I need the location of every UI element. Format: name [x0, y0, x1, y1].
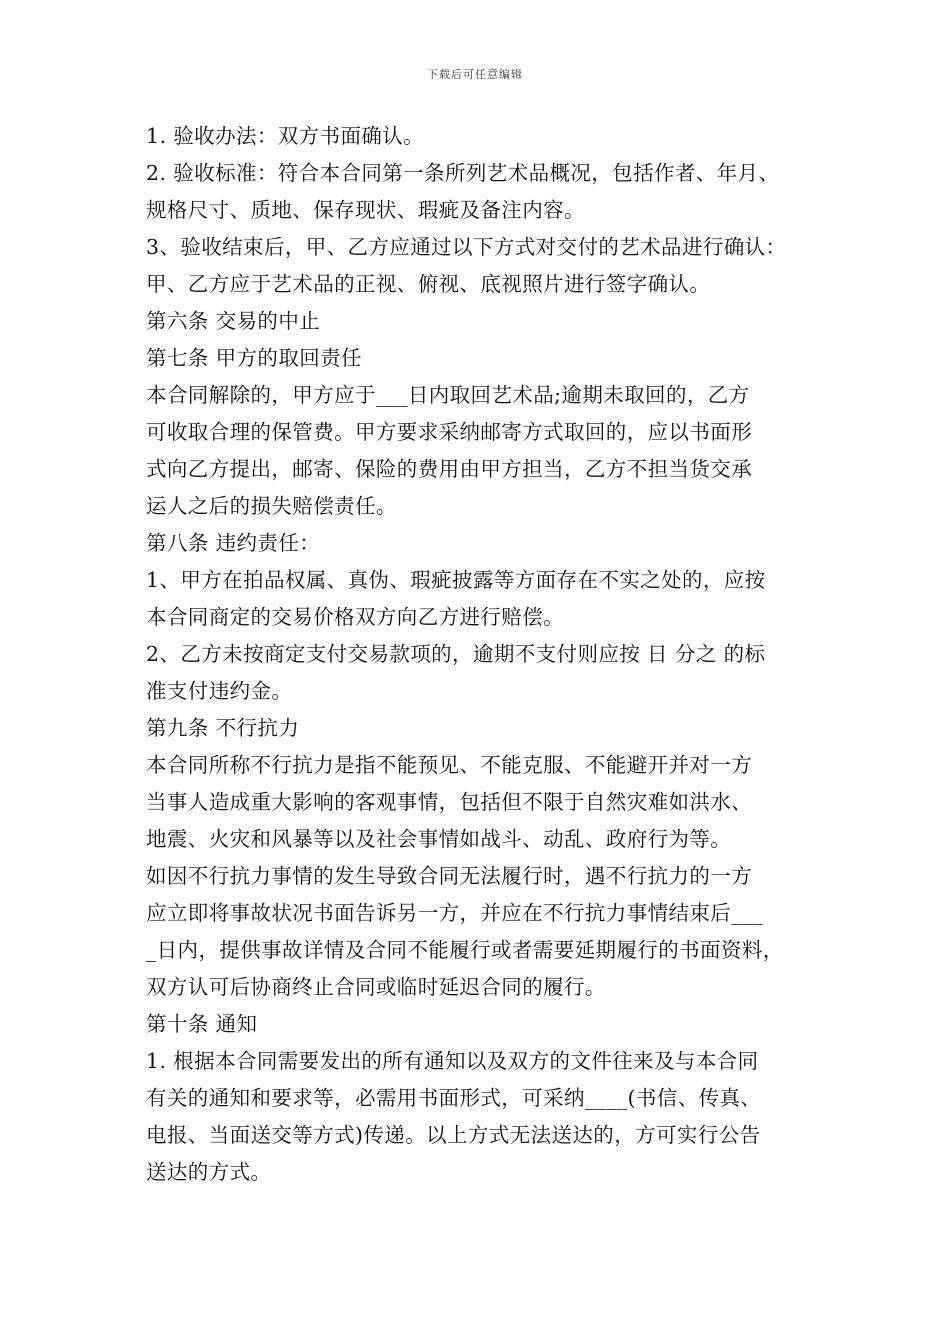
section-heading: 第六条 交易的中止 — [146, 309, 321, 333]
text-line: 准支付违约金。 — [146, 679, 293, 703]
text-line: 2. 验收标准：符合本合同第一条所列艺术品概况，包括作者、年月、 — [146, 161, 780, 185]
text-line: 应立即将事故状况书面告诉另一方，并应在不行抗力事情结束后___ — [146, 901, 764, 925]
text-line: 规格尺寸、质地、保存现状、瑕疵及备注内容。 — [146, 198, 585, 222]
text-line: 地震、火灾和风暴等以及社会事情如战斗、动乱、政府行为等。 — [146, 827, 732, 851]
section-heading: 第十条 通知 — [146, 1012, 258, 1036]
text-line: 双方认可后协商终止合同或临时延迟合同的履行。 — [146, 975, 606, 999]
text-line: 电报、当面送交等方式)传递。以上方式无法送达的，方可实行公告 — [146, 1123, 761, 1147]
text-line: 1. 验收办法：双方书面确认。 — [146, 124, 425, 148]
section-heading: 第九条 不行抗力 — [146, 716, 300, 740]
text-line: 1、甲方在拍品权属、真伪、瑕疵披露等方面存在不实之处的，应按 — [146, 568, 766, 592]
text-line: 运人之后的损失赔偿责任。 — [146, 494, 397, 518]
text-line: 本合同所称不行抗力是指不能预见、不能克服、不能避开并对一方 — [146, 753, 753, 777]
section-heading: 第八条 违约责任： — [146, 531, 321, 555]
text-line: 如因不行抗力事情的发生导致合同无法履行时，遇不行抗力的一方 — [146, 864, 753, 888]
text-line: 本合同商定的交易价格双方向乙方进行赔偿。 — [146, 605, 564, 629]
page-header: 下载后可任意编辑 — [427, 68, 523, 81]
text-line: _日内，提供事故详情及合同不能履行或者需要延期履行的书面资料， — [146, 938, 784, 962]
section-heading: 第七条 甲方的取回责任 — [146, 346, 362, 370]
text-line: 3、验收结束后，甲、乙方应通过以下方式对交付的艺术品进行确认： — [146, 235, 787, 259]
text-line: 1. 根据本合同需要发出的所有通知以及双方的文件往来及与本合同 — [146, 1049, 759, 1073]
text-line: 式向乙方提出，邮寄、保险的费用由甲方担当，乙方不担当货交承 — [146, 457, 753, 481]
text-line: 有关的通知和要求等，必需用书面形式，可采纳____(书信、传真、 — [146, 1086, 762, 1110]
text-line: 2、乙方未按商定支付交易款项的，逾期不支付则应按 日 分之 的标 — [146, 642, 766, 666]
text-line: 当事人造成重大影响的客观事情，包括但不限于自然灾难如洪水、 — [146, 790, 753, 814]
text-line: 送达的方式。 — [146, 1160, 272, 1184]
text-line: 甲、乙方应于艺术品的正视、俯视、底视照片进行签字确认。 — [146, 272, 711, 296]
text-line: 可收取合理的保管费。甲方要求采纳邮寄方式取回的，应以书面形 — [146, 420, 753, 444]
document-body — [146, 118, 826, 1191]
text-line: 本合同解除的，甲方应于___日内取回艺术品;逾期未取回的，乙方 — [146, 383, 750, 407]
